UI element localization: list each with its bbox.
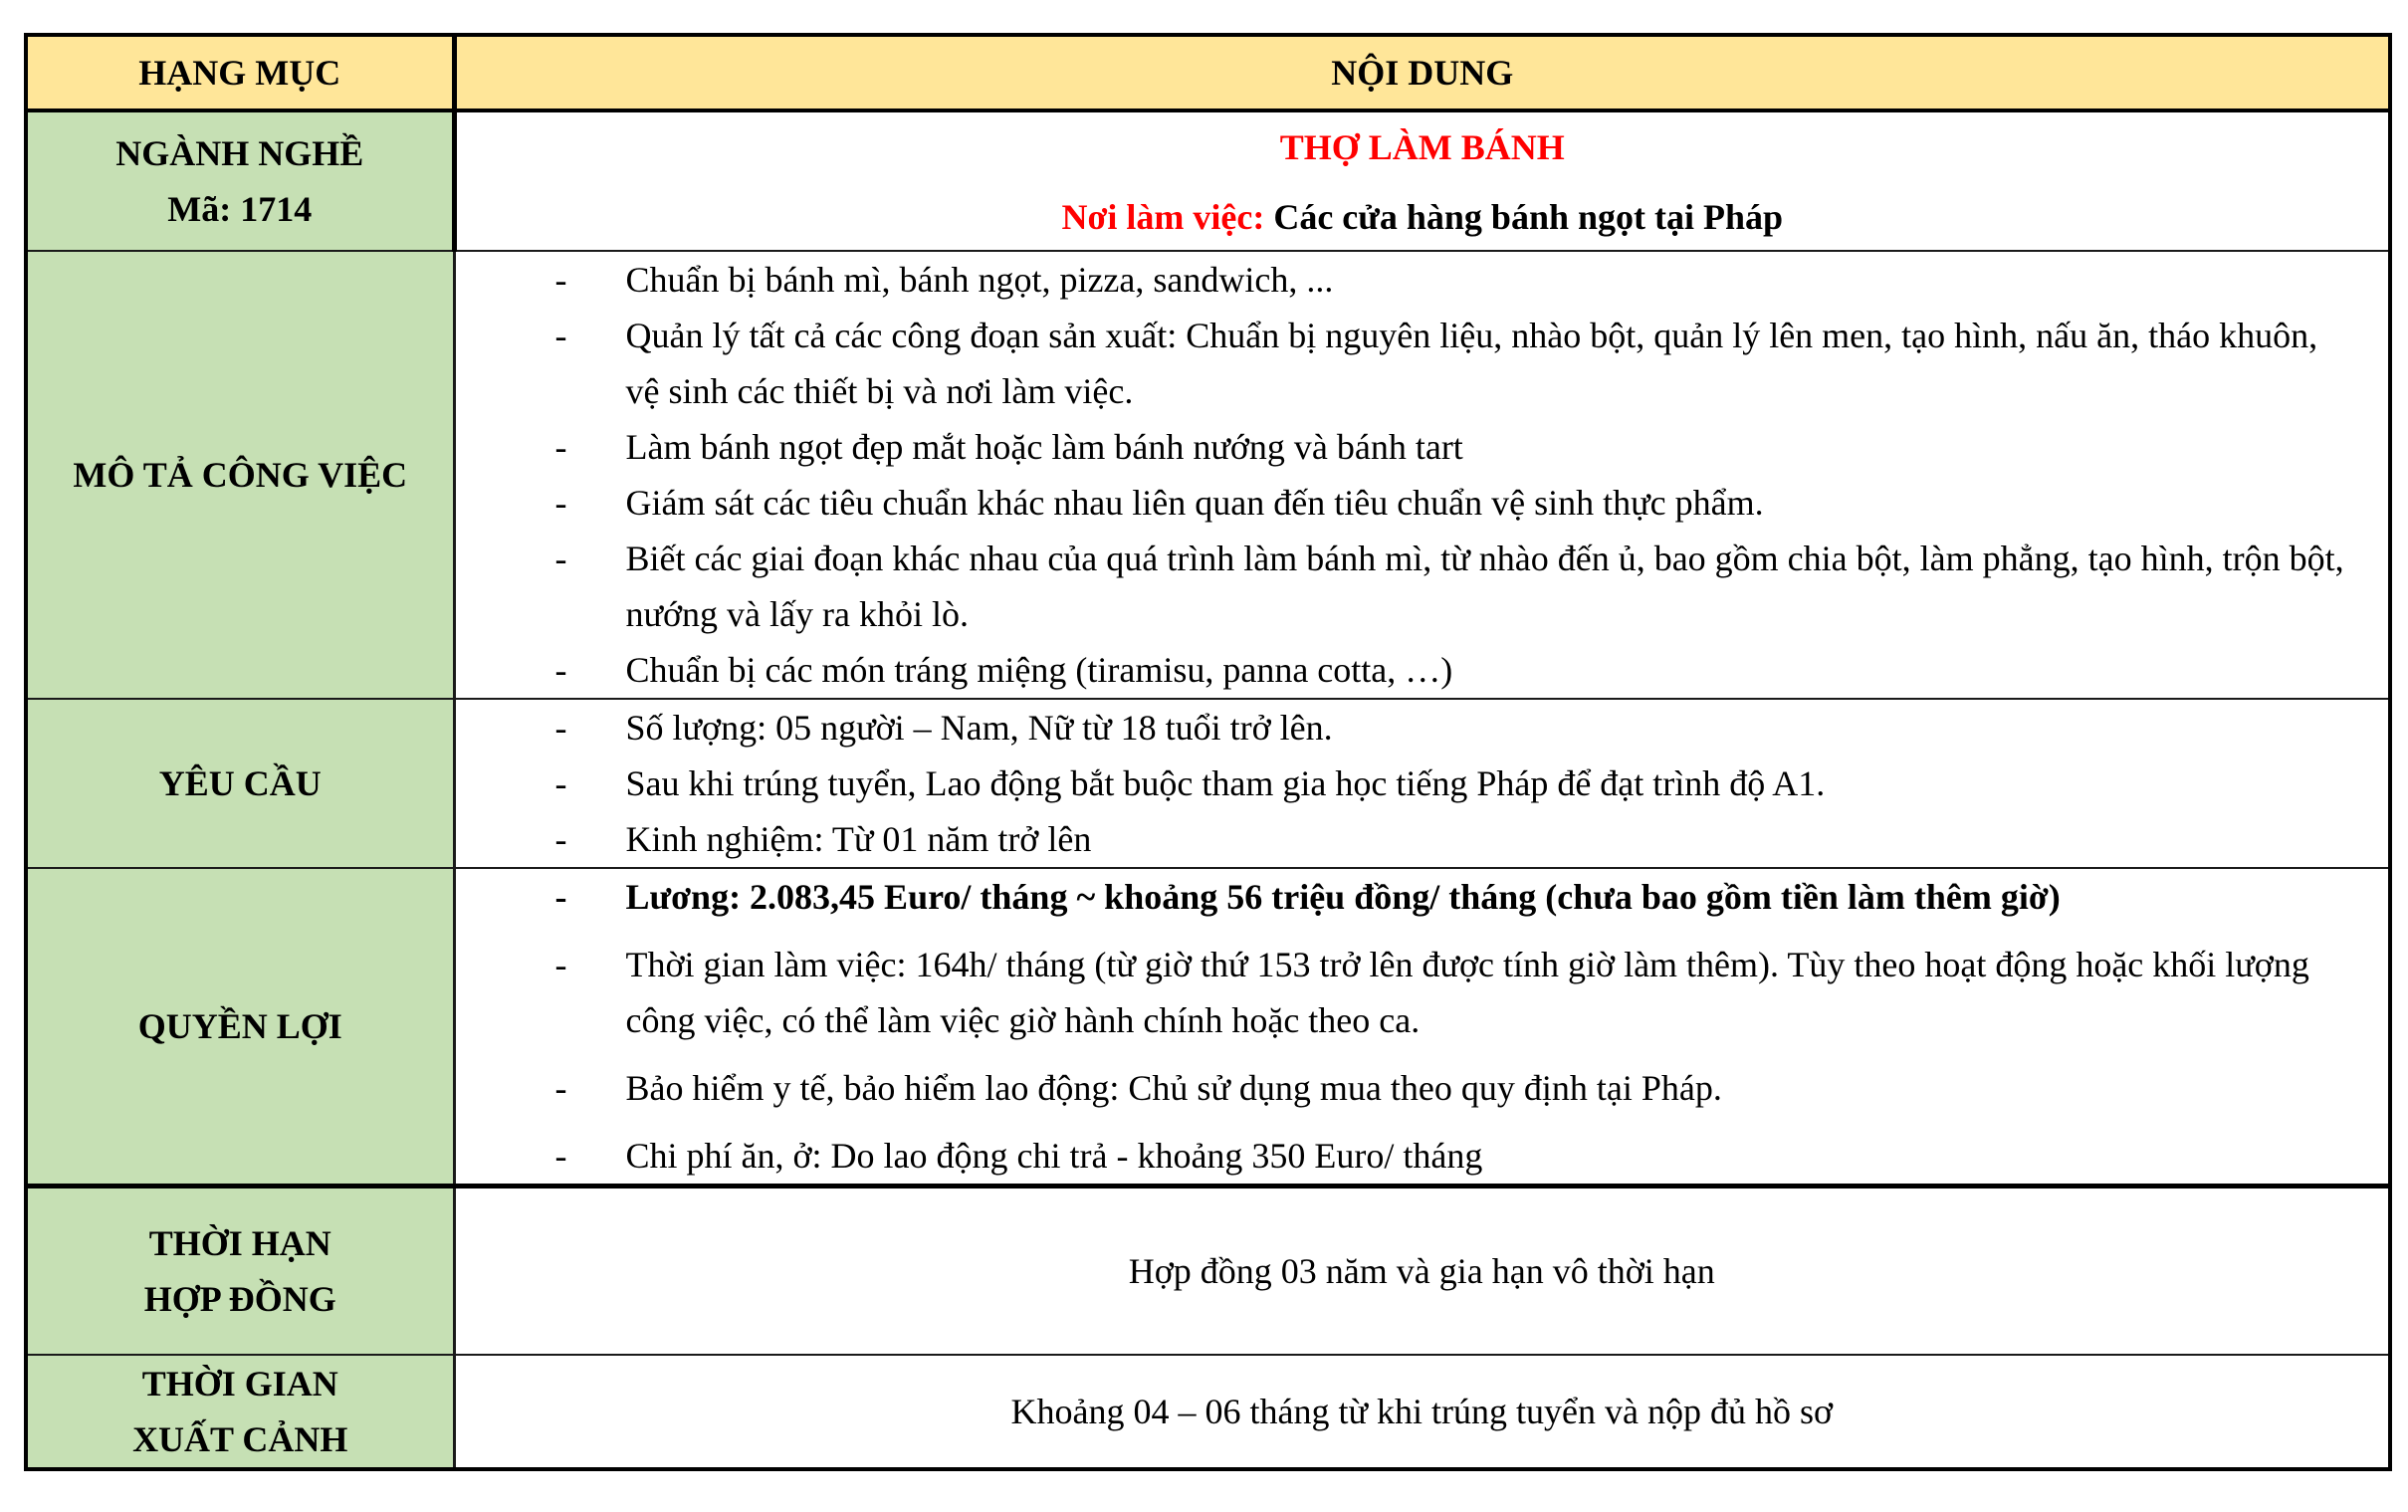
- list-item-text: Chuẩn bị bánh mì, bánh ngọt, pizza, sandwich, ...: [625, 260, 1334, 300]
- content-departure-time: Khoảng 04 – 06 tháng từ khi trúng tuyển và nộp đủ hồ sơ: [454, 1355, 2390, 1469]
- list-item-text: Giám sát các tiêu chuẩn khác nhau liên quan đến tiêu chuẩn vệ sinh thực phẩm.: [625, 483, 1764, 523]
- list-item-text: Lương: 2.083,45 Euro/ tháng ~ khoảng 56 triệu đồng/ tháng (chưa bao gồm tiền làm thêm giờ): [625, 877, 2061, 917]
- content-requirements: [454, 699, 2390, 868]
- category-job: [26, 110, 454, 251]
- dash-bullet-icon: -: [554, 427, 567, 467]
- list-item: [456, 475, 2359, 531]
- row-requirements: [26, 699, 2390, 868]
- list-item: [456, 1128, 2359, 1184]
- list-item: [456, 756, 2359, 811]
- list-item: [456, 419, 2359, 475]
- category-contract-term-line1: THỜI HẠN: [148, 1223, 331, 1263]
- benefits-list: [456, 869, 2389, 1184]
- content-description: [454, 251, 2390, 699]
- category-description: MÔ TẢ CÔNG VIỆC: [26, 251, 454, 699]
- workplace: [457, 189, 2389, 245]
- job-title: THỢ LÀM BÁNH: [1279, 127, 1565, 167]
- list-item-text: Bảo hiểm y tế, bảo hiểm lao động: Chủ sử dụng mua theo quy định tại Pháp.: [625, 1068, 1722, 1108]
- dash-bullet-icon: -: [554, 483, 567, 523]
- list-item-text: Biết các giai đoạn khác nhau của quá trình làm bánh mì, từ nhào đến ủ, bao gồm chia bột, làm phẳng, tạo hình, trộn bột, nướng và lấy ra khỏi lò.: [625, 539, 2344, 634]
- list-item-text: Làm bánh ngọt đẹp mắt hoặc làm bánh nướng và bánh tart: [625, 427, 1463, 467]
- list-item-text: Chi phí ăn, ở: Do lao động chi trả - khoảng 350 Euro/ tháng: [625, 1136, 1483, 1176]
- row-contract-term: [26, 1187, 2390, 1356]
- dash-bullet-icon: -: [554, 650, 567, 690]
- row-benefits: [26, 868, 2390, 1187]
- list-item-text: Chuẩn bị các món tráng miệng (tiramisu, panna cotta, …): [625, 650, 1453, 690]
- header-row: [26, 35, 2390, 110]
- list-item: [456, 531, 2359, 642]
- description-list: [456, 252, 2389, 698]
- list-item-text: Thời gian làm việc: 164h/ tháng (từ giờ thứ 153 trở lên được tính giờ làm thêm). Tùy theo hoạt động hoặc khối lượng công việc, có thể làm việc giờ hành chính hoặc theo ca.: [625, 945, 2309, 1040]
- list-item-text: Quản lý tất cả các công đoạn sản xuất: Chuẩn bị nguyên liệu, nhào bột, quản lý lên men, tạo hình, nấu ăn, tháo khuôn, vệ sinh các thiết bị và nơi làm việc.: [625, 316, 2318, 411]
- row-departure-time: [26, 1355, 2390, 1469]
- list-item: [456, 642, 2359, 698]
- dash-bullet-icon: -: [554, 1068, 567, 1108]
- workplace-value: Các cửa hàng bánh ngọt tại Pháp: [1273, 197, 1784, 237]
- list-item-text: Kinh nghiệm: Từ 01 năm trở lên: [625, 819, 1092, 859]
- dash-bullet-icon: -: [554, 945, 567, 984]
- category-departure-time-line2: XUẤT CẢNH: [132, 1419, 348, 1459]
- dash-bullet-icon: -: [554, 316, 567, 355]
- content-contract-term: Hợp đồng 03 năm và gia hạn vô thời hạn: [454, 1187, 2390, 1356]
- dash-bullet-icon: -: [554, 877, 567, 917]
- header-category: HẠNG MỤC: [26, 35, 454, 110]
- row-job: [26, 110, 2390, 251]
- job-info-table: [24, 33, 2392, 1471]
- list-item: [456, 811, 2359, 867]
- category-job-line1: NGÀNH NGHỀ: [115, 133, 364, 173]
- list-item-salary: [456, 869, 2359, 925]
- list-item: [456, 308, 2359, 419]
- category-requirements: YÊU CẦU: [26, 699, 454, 868]
- category-benefits: QUYỀN LỢI: [26, 868, 454, 1187]
- list-item: [456, 937, 2359, 1048]
- list-item: [456, 1060, 2359, 1116]
- category-job-code: Mã: 1714: [167, 189, 313, 229]
- dash-bullet-icon: -: [554, 1136, 567, 1176]
- header-content: NỘI DUNG: [454, 35, 2390, 110]
- workplace-label: Nơi làm việc:: [1061, 197, 1265, 237]
- dash-bullet-icon: -: [554, 708, 567, 748]
- dash-bullet-icon: -: [554, 819, 567, 859]
- list-item-text: Sau khi trúng tuyển, Lao động bắt buộc tham gia học tiếng Pháp để đạt trình độ A1.: [625, 763, 1826, 803]
- list-item: [456, 700, 2359, 756]
- category-departure-time-line1: THỜI GIAN: [141, 1364, 338, 1404]
- dash-bullet-icon: -: [554, 260, 567, 300]
- dash-bullet-icon: -: [554, 763, 567, 803]
- category-contract-term-line2: HỢP ĐỒNG: [143, 1279, 336, 1319]
- content-benefits: [454, 868, 2390, 1187]
- list-item: [456, 252, 2359, 308]
- requirements-list: [456, 700, 2389, 867]
- row-description: [26, 251, 2390, 699]
- category-contract-term: [26, 1187, 454, 1356]
- content-job: [454, 110, 2390, 251]
- category-departure-time: [26, 1355, 454, 1469]
- list-item-text: Số lượng: 05 người – Nam, Nữ từ 18 tuổi trở lên.: [625, 708, 1333, 748]
- dash-bullet-icon: -: [554, 539, 567, 578]
